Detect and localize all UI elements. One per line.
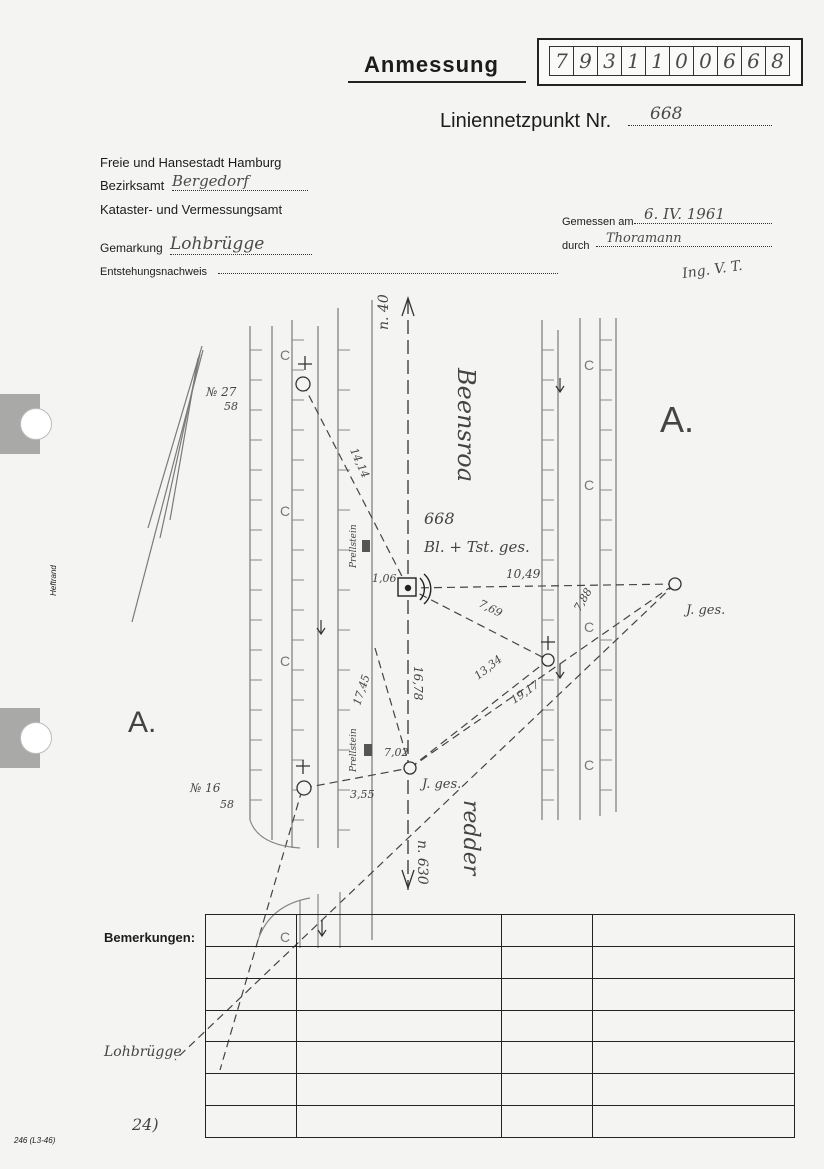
authority-line3: Kataster- und Vermessungsamt bbox=[100, 202, 283, 217]
remarks-cell bbox=[297, 946, 502, 978]
remarks-cell bbox=[502, 1106, 593, 1138]
remarks-cell bbox=[502, 946, 593, 978]
id-digit: 1 bbox=[622, 47, 646, 75]
id-digit: 6 bbox=[718, 47, 742, 75]
liniennetzpunkt-label: Liniennetzpunkt Nr. bbox=[440, 110, 612, 132]
dim-label: 10,49 bbox=[506, 567, 541, 581]
hydrant-top-left bbox=[296, 377, 310, 391]
area-label-left: A. bbox=[128, 706, 157, 739]
remarks-cell bbox=[206, 946, 297, 978]
gemessen-value: 6. IV. 1961 bbox=[634, 205, 772, 224]
id-digit: 1 bbox=[646, 47, 670, 75]
dim-label: 16,78 bbox=[411, 666, 425, 701]
durch-value: Thoramann bbox=[596, 231, 772, 247]
heftrand-label: Heftrand bbox=[48, 565, 58, 596]
house-no27-sub: 58 bbox=[224, 400, 238, 413]
curb-mark: C bbox=[584, 357, 595, 373]
left-sidewalk-ticks bbox=[250, 340, 350, 830]
house-no16: № 16 bbox=[190, 781, 221, 795]
remarks-cell bbox=[206, 1042, 297, 1074]
liniennetzpunkt-value: 668 bbox=[628, 104, 772, 126]
remarks-cell bbox=[502, 1042, 593, 1074]
durch-label: durch bbox=[562, 240, 590, 252]
house-no16-sub: 58 bbox=[220, 798, 234, 811]
remarks-cell bbox=[297, 1074, 502, 1106]
pen-strokes bbox=[132, 346, 203, 622]
lohbruegge-label: Lohbrügge bbox=[104, 1044, 182, 1060]
curb-labels bbox=[280, 347, 594, 945]
remarks-cell bbox=[297, 978, 502, 1010]
remarks-cell bbox=[297, 915, 502, 947]
ing-value: Ing. V. T. bbox=[681, 257, 744, 283]
dim-label: 3,55 bbox=[350, 788, 375, 801]
south-direction: n. 630 bbox=[414, 840, 430, 885]
remarks-cell bbox=[206, 978, 297, 1010]
right-sidewalk-rails bbox=[542, 318, 616, 820]
curb-mark: C bbox=[280, 503, 291, 519]
remarks-cell bbox=[297, 1106, 502, 1138]
form-code: 246 (L3-46) bbox=[14, 1136, 56, 1145]
remarks-cell bbox=[206, 1074, 297, 1106]
curb-mark: C bbox=[584, 757, 595, 773]
dim-label: 17,45 bbox=[350, 672, 373, 707]
right-sidewalk-ticks bbox=[542, 340, 612, 800]
remarks-cell bbox=[206, 1010, 297, 1042]
id-digit: 0 bbox=[670, 47, 694, 75]
street-name-lower: redder bbox=[458, 800, 483, 876]
id-digit: 0 bbox=[694, 47, 718, 75]
page-ref: 24) bbox=[132, 1115, 159, 1134]
entstehung-label: Entstehungsnachweis bbox=[100, 266, 208, 278]
dim-label: 7,69 bbox=[476, 597, 505, 620]
prellstein-bottom: Prellstein bbox=[349, 728, 359, 772]
form-title: Anmessung bbox=[364, 52, 499, 77]
left-sidewalk-rails bbox=[250, 300, 372, 940]
remarks-cell bbox=[297, 1042, 502, 1074]
id-digit: 9 bbox=[574, 47, 598, 75]
remarks-cell bbox=[593, 915, 795, 947]
dim-label: 13,34 bbox=[471, 652, 505, 683]
id-digit: 6 bbox=[742, 47, 766, 75]
remarks-cell bbox=[593, 1010, 795, 1042]
gemarkung-label: Gemarkung bbox=[100, 241, 163, 255]
remarks-table bbox=[205, 914, 795, 1138]
remarks-cell bbox=[593, 978, 795, 1010]
point-note: Bl. + Tst. ges. bbox=[424, 538, 530, 556]
dim-label: 7,88 bbox=[571, 585, 595, 614]
hydrant-bottom-left bbox=[297, 781, 311, 795]
id-digit: 7 bbox=[550, 47, 574, 75]
curb-mark: C bbox=[280, 929, 291, 945]
curb-mark: C bbox=[280, 347, 291, 363]
ref-ges-right: J. ges. bbox=[686, 603, 726, 618]
dim-label: 14,14 bbox=[347, 445, 372, 480]
ref-point-right bbox=[669, 578, 681, 590]
remarks-cell bbox=[502, 915, 593, 947]
ref-point-bottom bbox=[404, 762, 416, 774]
remarks-cell bbox=[206, 1106, 297, 1138]
hydrant-mid-right bbox=[542, 654, 554, 666]
id-digit: 8 bbox=[771, 49, 784, 73]
remarks-cell bbox=[593, 1074, 795, 1106]
remarks-cell bbox=[502, 1010, 593, 1042]
dim-label: 7,02 bbox=[384, 746, 409, 759]
dim-label: 19,17 bbox=[508, 678, 542, 707]
curb-mark: C bbox=[584, 477, 595, 493]
curb-mark: C bbox=[584, 619, 595, 635]
remarks-cell bbox=[502, 1074, 593, 1106]
gemarkung-value: Lohbrügge bbox=[170, 234, 312, 255]
remarks-cell bbox=[206, 915, 297, 947]
prellstein-marker-bottom bbox=[364, 744, 372, 756]
ref-ges-bottom: J. ges. bbox=[422, 777, 462, 792]
remarks-cell bbox=[297, 1010, 502, 1042]
street-name: Beensroa bbox=[452, 368, 480, 483]
authority-line1: Freie und Hansestadt Hamburg bbox=[100, 155, 282, 170]
bezirksamt-value: Bergedorf bbox=[172, 172, 308, 191]
north-direction: n. 40 bbox=[376, 294, 392, 330]
prellstein-marker-top bbox=[362, 540, 370, 552]
point-number: 668 bbox=[424, 509, 455, 528]
id-digit: 3 bbox=[598, 47, 622, 75]
remarks-cell bbox=[593, 946, 795, 978]
survey-point-668 bbox=[398, 574, 431, 604]
remarks-cell bbox=[502, 978, 593, 1010]
prellstein-top: Prellstein bbox=[349, 524, 359, 568]
curb-mark: C bbox=[280, 653, 291, 669]
remarks-cell bbox=[593, 1106, 795, 1138]
bezirksamt-label: Bezirksamt bbox=[100, 178, 165, 193]
gemessen-label: Gemessen am bbox=[562, 216, 634, 228]
dim-label: 1,06 bbox=[372, 572, 397, 585]
remarks-cell bbox=[593, 1042, 795, 1074]
house-no27: № 27 bbox=[206, 385, 237, 399]
remarks-label: Bemerkungen: bbox=[104, 930, 196, 945]
area-label-right: A. bbox=[660, 399, 695, 440]
hydrant-mark-icon bbox=[296, 356, 555, 774]
